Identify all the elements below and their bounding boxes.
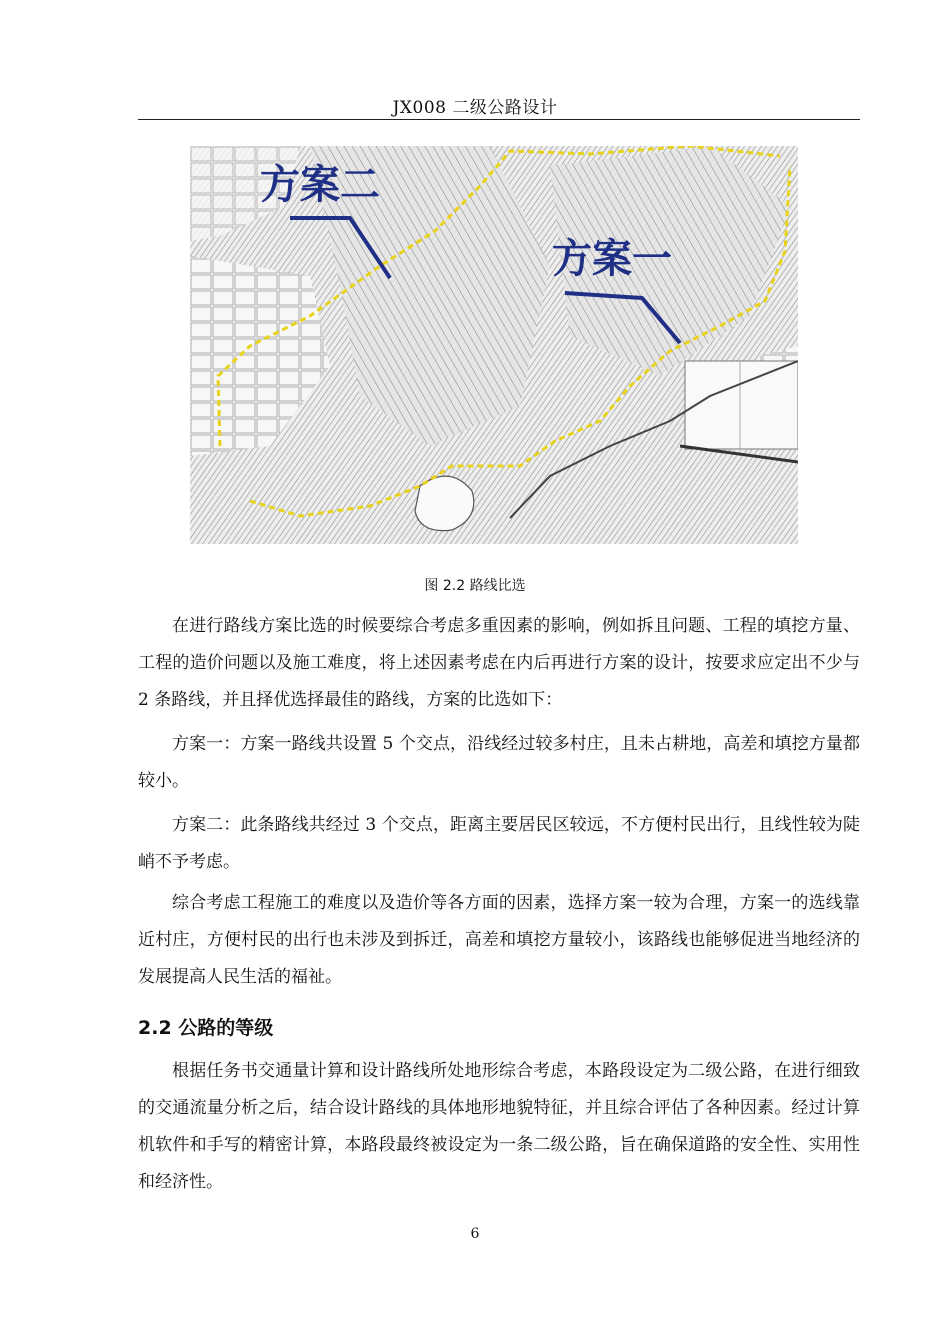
figure-caption: 图 2.2 路线比选	[424, 578, 526, 594]
label-scheme-2: 方案二	[260, 162, 380, 208]
paragraph-route-comparison: 在进行路线方案比选的时候要综合考虑多重因素的影响，例如拆且问题、工程的填挖方量、工程的造价问题以及施工难度，将上述因素考虑在内后再进行方案的设计，按要求应定出不少与 2 条路线，并且择优选择最佳的路线，方案的比选如下：	[138, 616, 860, 710]
header-divider	[138, 119, 860, 120]
route-comparison-map	[190, 146, 798, 544]
paragraph-scheme-1: 方案一：方案一路线共设置 5 个交点，沿线经过较多村庄，且未占耕地，高差和填挖方量都较小。	[138, 734, 860, 791]
paragraph-scheme-2: 方案二：此条路线共经过 3 个交点，距离主要居民区较远，不方便村民出行，且线性较为陡峭不予考虑。	[138, 815, 860, 872]
paragraph-road-grade: 根据任务书交通量计算和设计路线所处地形综合考虑，本路段设定为二级公路，在进行细致的交通流量分析之后，结合设计路线的具体地形地貌特征，并且综合评估了各种因素。经过计算机软件和手写的精密计算，本路段最终被设定为一条二级公路，旨在确保道路的安全性、实用性和经济性。	[138, 1061, 860, 1192]
label-scheme-1: 方案一	[552, 236, 672, 282]
section-heading: 2.2 公路的等级	[138, 1017, 274, 1039]
page-number: 6	[470, 1226, 480, 1242]
topographic-map-svg	[190, 146, 798, 544]
paragraph-conclusion: 综合考虑工程施工的难度以及造价等各方面的因素，选择方案一较为合理，方案一的选线靠近村庄，方便村民的出行也未涉及到拆迁，高差和填挖方量较小，该路线也能够促进当地经济的发展提高人民生活的福祉。	[138, 893, 860, 987]
field-block	[685, 361, 798, 449]
page-header-title: JX008 二级公路设计	[392, 98, 558, 118]
